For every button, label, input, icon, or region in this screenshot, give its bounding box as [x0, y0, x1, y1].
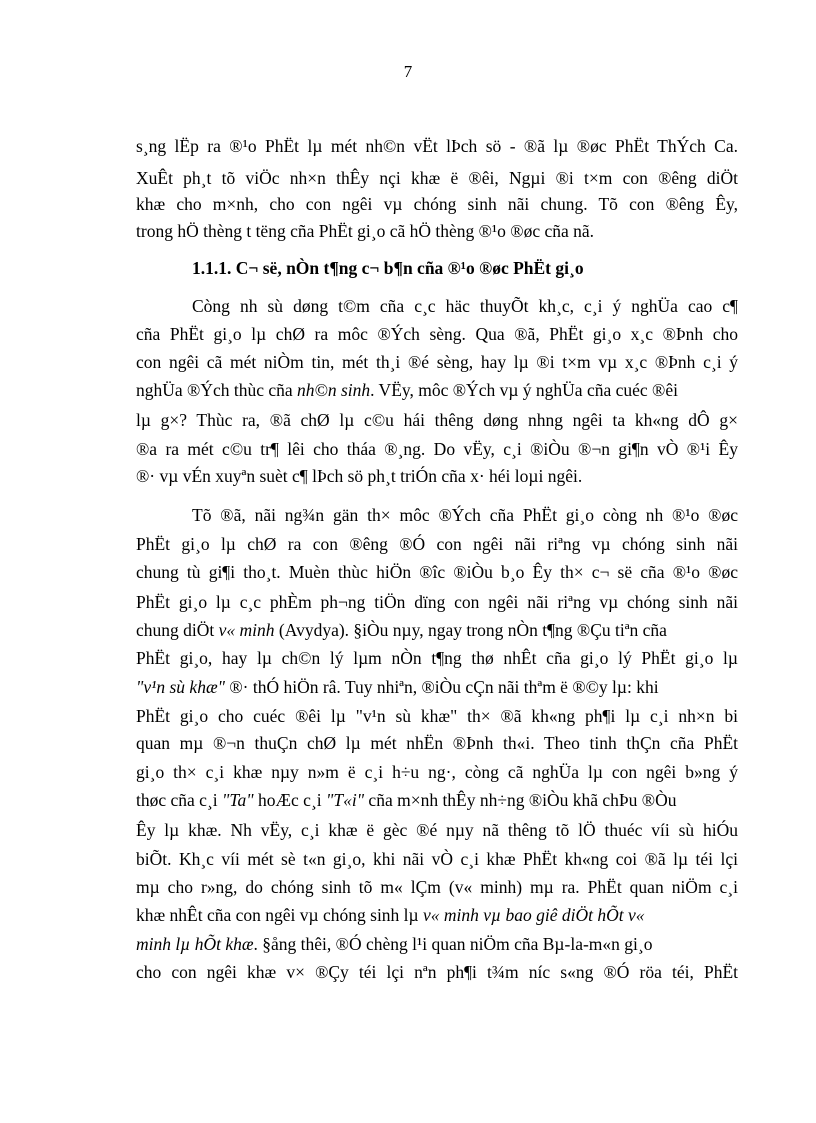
paragraph-line: PhËt gi¸o cho cuéc ®êi lµ "v¹n sù khæ" th× ®ã kh«ng ph¶i lµ c¸i nh×n bi: [136, 706, 738, 726]
section-heading: 1.1.1. C¬ së, nÒn t¶ng c¬ b¶n cña ®¹o ®øc PhËt gi¸o: [192, 258, 584, 278]
paragraph-line: mµ cho r»ng, do chóng sinh tõ m« lÇm (v« minh) mµ ra. PhËt quan niÖm c¸i: [136, 877, 738, 897]
text-run: chung diÖt: [136, 620, 215, 640]
text-run: . §ång thêi, ®Ó chèng l¹i quan niÖm cña Bµ-la-m«n gi¸o: [253, 934, 653, 954]
text-run: khæ nhÊt cña con ngêi vµ chóng sinh lµ: [136, 905, 419, 925]
paragraph-line: gi¸o th× c¸i khæ nµy n»m ë c¸i h÷u ng·, còng cã nghÜa lµ con ngêi b»ng ý: [136, 762, 738, 782]
paragraph-line: [136, 378, 738, 402]
paragraph-line: cho con ngêi khæ v× ®Çy téi lçi nªn ph¶i t¾m níc s«ng ®Ó röa téi, PhËt: [136, 962, 738, 982]
italic-term: "Ta": [222, 790, 254, 810]
paragraph-line: Tõ ®ã, nãi ng¾n gän th× môc ®Ých cña PhËt gi¸o còng nh ®¹o ®øc: [192, 505, 738, 525]
paragraph-line: PhËt gi¸o lµ chØ ra con ®êng ®Ó con ngêi nãi riªng vµ chóng sinh nãi: [136, 534, 738, 554]
paragraph-line: cña PhËt gi¸o lµ chØ ra môc ®Ých sèng. Qua ®ã, PhËt gi¸o x¸c ®Þnh cho: [136, 324, 738, 344]
paragraph-line: khæ cho m×nh, cho con ngêi vµ chóng sinh nãi chung. Tõ con ®êng Êy,: [136, 194, 738, 214]
paragraph-line: [136, 932, 738, 956]
text-run: cña m×nh thÊy nh÷ng ®iÒu khã chÞu ®Òu: [368, 790, 677, 810]
text-run: ®· thÓ hiÖn râ. Tuy nhiªn, ®iÒu cÇn nãi thªm ë ®©y lµ: khi: [229, 677, 659, 697]
text-run: (Avydya). §iÒu nµy, ngay trong nÒn t¶ng ®Çu tiªn cña: [278, 620, 667, 640]
paragraph-line: Còng nh sù døng t©m cña c¸c häc thuyÕt kh¸c, c¸i ý nghÜa cao c¶: [192, 296, 738, 316]
paragraph-line: s¸ng lËp ra ®¹o PhËt lµ mét nh©n vËt lÞch sö - ®ã lµ ®øc PhËt ThÝch Ca.: [136, 136, 738, 156]
paragraph-line: quan mµ ®¬n thuÇn chØ lµ mét nhËn ®Þnh th«i. Theo tinh thÇn cña PhËt: [136, 733, 738, 753]
paragraph-line: Êy lµ khæ. Nh vËy, c¸i khæ ë gèc ®é nµy nã thêng tõ lÖ thuéc víi sù hiÓu: [136, 820, 738, 840]
paragraph-line: [136, 903, 738, 927]
italic-term: v« minh: [218, 620, 275, 640]
paragraph-line: ®· vµ vÉn xuyªn suèt c¶ lÞch sö ph¸t triÓn cña x· héi loµi ngêi.: [136, 466, 583, 486]
text-run: hoÆc c¸i: [257, 790, 322, 810]
paragraph-line: trong hÖ thèng t tëng cña PhËt gi¸o cã hÖ thèng ®¹o ®øc cña nã.: [136, 221, 595, 241]
paragraph-line: [136, 788, 738, 812]
paragraph-line: con ngêi cã mét niÒm tin, mét th¸i ®é sèng, hay lµ ®i t×m vµ x¸c ®Þnh c¸i ý: [136, 352, 738, 372]
paragraph-line: [136, 618, 738, 642]
text-run: . VËy, môc ®Ých vµ ý nghÜa cña cuéc ®êi: [370, 380, 678, 400]
page-number: 7: [403, 62, 413, 81]
paragraph-line: ®a ra mét c©u tr¶ lêi cho tháa ®¸ng. Do vËy, c¸i ®iÒu ®¬n gi¶n vÒ ®¹i Êy: [136, 439, 738, 459]
italic-term: "T«i": [326, 790, 365, 810]
text-run: thøc cña c¸i: [136, 790, 218, 810]
italic-term: minh lµ hÕt khæ: [136, 934, 254, 954]
italic-term: v« minh vµ bao giê diÖt hÕt v«: [423, 905, 645, 925]
paragraph-line: PhËt gi¸o lµ c¸c phÈm ph¬ng tiÖn dïng con ngêi nãi riªng vµ chóng sinh nãi: [136, 592, 738, 612]
paragraph-line: [136, 675, 738, 699]
paragraph-line: XuÊt ph¸t tõ viÖc nh×n thÊy nçi khæ ë ®êi, Ngµi ®i t×m con ®êng diÖt: [136, 168, 738, 188]
paragraph-line: PhËt gi¸o, hay lµ ch©n lý lµm nÒn t¶ng thø nhÊt cña gi¸o lý PhËt gi¸o lµ: [136, 648, 738, 668]
italic-term: "v¹n sù khæ": [136, 677, 225, 697]
italic-term: nh©n sinh: [297, 380, 371, 400]
paragraph-line: lµ g×? Thùc ra, ®ã chØ lµ c©u hái thêng døng nhng ngêi ta kh«ng dÔ g×: [136, 410, 738, 430]
paragraph-line: biÕt. Kh¸c víi mét sè t«n gi¸o, khi nãi vÒ c¸i khæ PhËt kh«ng coi ®ã lµ téi lçi: [136, 849, 738, 869]
paragraph-line: chung tù gi¶i tho¸t. Muèn thùc hiÖn ®îc ®iÒu b¸o Êy th× c¬ së cña ®¹o ®øc: [136, 562, 738, 582]
text-run: nghÜa ®Ých thùc cña: [136, 380, 293, 400]
